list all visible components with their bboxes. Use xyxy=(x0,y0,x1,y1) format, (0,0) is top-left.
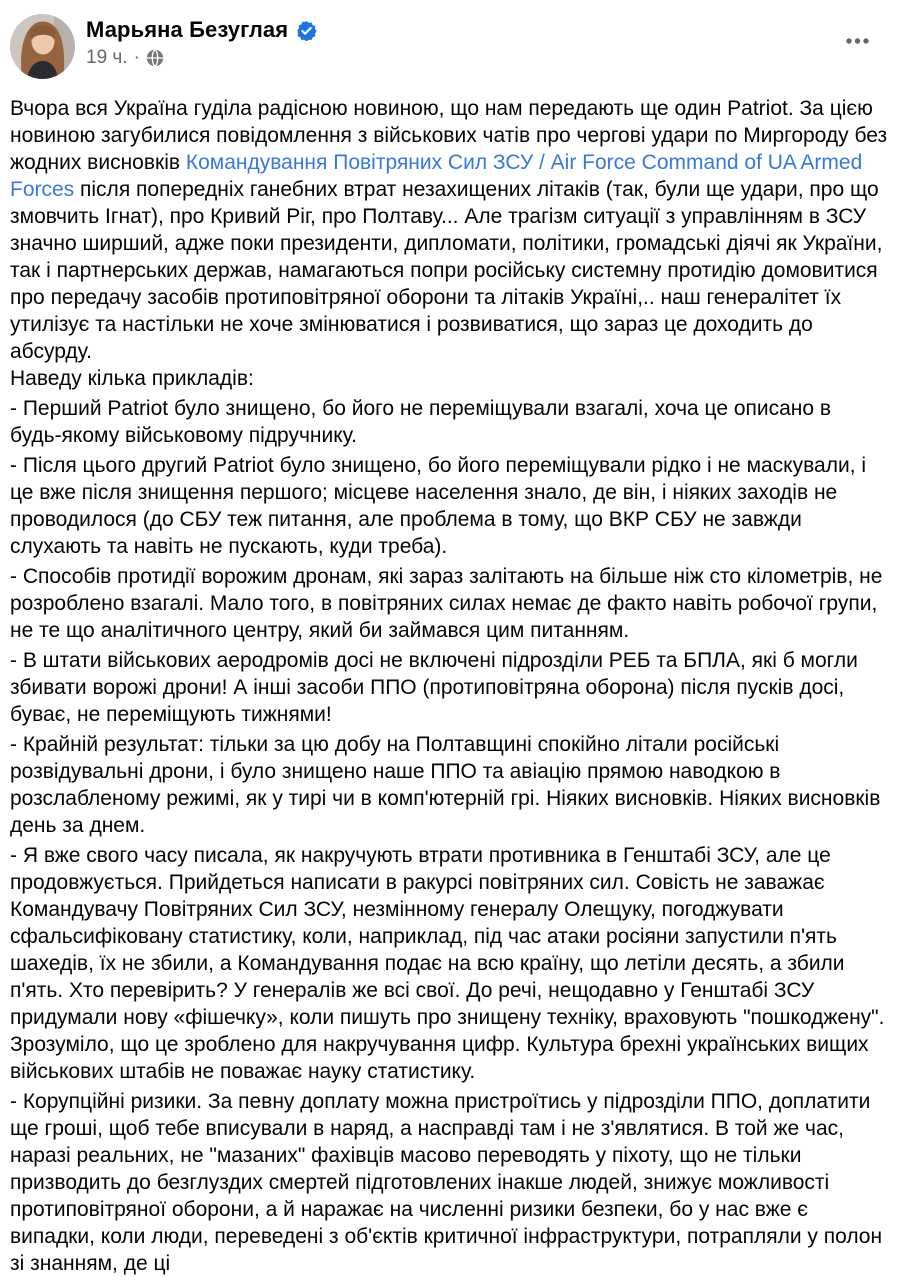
post-body xyxy=(10,95,888,1277)
post-meta-row xyxy=(86,47,317,69)
verified-badge-icon xyxy=(296,20,317,41)
post-text: після попередніх ганебних втрат незахищених літаків (так, були ще удари, про що змовчить Ігнат), про Кривий Ріг, про Полтаву... Але трагізм ситуації з управлінням в ЗСУ значно ширший, адже поки президенти, дипломати, політики, громадські діячі як України, так і партнерських держав, намагаються попри російську системну протидію домовитися про передачу засобів протиповітряної оборони та літаків Україні,.. наш генералітет їх утилізує та настільки не хоче змінюватися і розвиватися, що зараз це доходить до абсурду. xyxy=(10,178,883,363)
avatar-image xyxy=(10,14,75,79)
post-paragraph: - Після цього другий Patriot було знищено, бо його переміщували рідко і не маскували, і це вже після знищення першого; місцеве населення знало, де він, і ніяких заходів не проводилося (до СБУ теж питання, але проблема в тому, що ВКР СБУ не завжди слухають та навіть не пускають, куди треба). xyxy=(10,454,867,558)
post-header xyxy=(10,14,888,79)
post-text: Вчора вся Україна гуділа радісною новиною, що нам передають ще один Patriot. За цією новиною загубилися повідомлення з військових чатів про чергові удари по Миргороду без жодних висновків xyxy=(10,97,888,174)
post-paragraph xyxy=(10,95,888,365)
post-paragraph: Наведу кілька прикладів: xyxy=(10,367,254,390)
avatar[interactable] xyxy=(10,14,75,79)
post-paragraph: - Я вже свого часу писала, як накручують втрати противника в Генштабі ЗСУ, але це продовжується. Прийдеться написати в ракурсі повітряних сил. Совість не заважає Командувачу Повітряних Сил ЗСУ, незмінному генералу Олещуку, погоджувати сфальсифіковану статистику, коли, наприклад, під час атаки росіяни запустили п'ять шахедів, їх не збили, а Командування подає на всю країну, що летіли десять, а збили п'ять. Хто перевірить? У генералів же всі свої. До речі, нещодавно у Генштабі ЗСУ придумали нову «фішечку», коли пишуть про знищену техніку, враховують "пошкоджену". Зрозуміло, що це зроблено для накручування цифр. Культура брехні українських вищих військових штабів не поважає науку статистику. xyxy=(10,844,885,1083)
post-paragraph: - Корупційні ризики. За певну доплату можна пристроїтись у підрозділи ППО, доплатити ще гроші, щоб тебе вписували в наряд, а насправді там і не з'являтися. В той же час, наразі реальних, не "мазаних" фахівців масово переводять у піхоту, що не тільки призводить до безглуздих смертей підготовлених інакше людей, знижує можливості протиповітряної оборони, а й наражає на численні ризики безпеки, бо у нас вже є випадки, коли люди, переведені з об'єктів критичної інфраструктури, потрапляли у полон зі знанням, де ці xyxy=(10,1090,883,1275)
public-globe-icon xyxy=(146,49,164,67)
author-name-row xyxy=(86,17,317,43)
post-header-info xyxy=(86,14,317,69)
post-menu-button[interactable] xyxy=(838,24,876,58)
post-timestamp[interactable]: 19 ч. xyxy=(86,47,128,68)
three-dots-icon xyxy=(846,38,869,44)
author-name[interactable]: Марьяна Безуглая xyxy=(86,17,289,42)
meta-separator: · xyxy=(133,47,140,68)
post-paragraph: - Способів протидії ворожим дронам, які зараз залітають на більше ніж сто кілометрів, не розроблено взагалі. Мало того, в повітряних силах немає де факто навіть робочої групи, не те що аналітичного центру, який би займався цим питанням. xyxy=(10,565,883,642)
post-paragraph: - В штати військових аеродромів досі не включені підрозділи РЕБ та БПЛА, які б могли збивати ворожі дрони! А інші засоби ППО (протиповітряна оборона) після пусків досі, буває, не переміщують тижнями! xyxy=(10,649,858,726)
post-paragraph: - Перший Patriot було знищено, бо його не переміщували взагалі, хоча це описано в будь-якому військовому підручнику. xyxy=(10,397,832,447)
air-force-command-link[interactable]: Командування Повітряних Сил ЗСУ / Air Force Command of UA Armed Forces xyxy=(10,151,863,201)
post-paragraph: - Крайній результат: тільки за цю добу на Полтавщині спокійно літали російські розвідувальні дрони, і було знищено наше ППО та авіацію прямою наводкою в розслабленому режимі, як у тирі чи в комп'ютерній грі. Ніяких висновків. Ніяких висновків день за днем. xyxy=(10,733,881,837)
